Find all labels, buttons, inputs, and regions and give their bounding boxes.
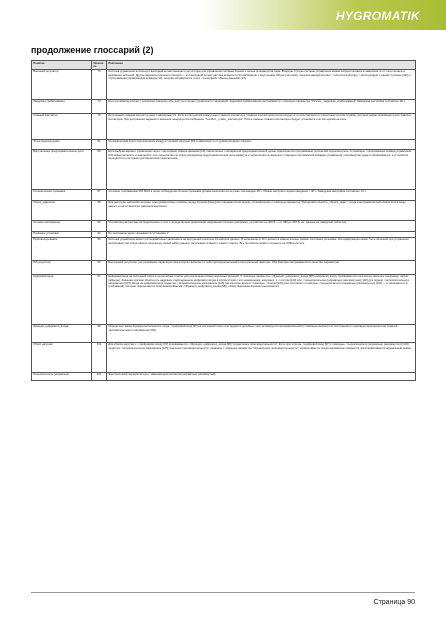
explanation-cell: Система управления может последовательно записывать на внутренний носитель 10 наборов данных. В интервалах в 10 с делается моментальные снимки состояния установки. Эта информация может быть полезной при устранении неисправностей. Когда память заполнена, новый набор данных записывается вместо самого старого. Все протоколы можно сохранить на USB-носитель. (107, 237, 416, 260)
explanation-cell: Внутренний регулятор, регулирование характеристика которого включает в себя пропорциональный и интегральный факторы. Оба фактора настраиваются в качестве параметров. (107, 260, 416, 274)
term-cell: Протоколирование (32, 237, 92, 260)
ref-cell: 97 (92, 274, 107, 324)
term-cell: Гигиеническая промывка (32, 189, 92, 200)
term-cell: Функция_цифрового_входа (32, 324, 92, 342)
ref-cell: 86 (92, 149, 107, 189)
explanation-cell: Определяет, какая функция выполняется, когда ->цифровой вход [97] на системной плате или одной из релейных плат активируется кратковременной (с помощью кнопки) или постоянной (с помощью переключателя) подачей ->вспомогательного напряжения [105]. (107, 324, 416, 342)
ref-cell: 88 (92, 200, 107, 220)
explanation-cell: Если релейному контакту присвоено значение «8», доступен сигнал управления с задержкой. Задержка срабатывания настраивается с помощью параметра "Уаплен._задержка_срабатывания" Заводская настройка составляет 60 с. (107, 99, 416, 113)
table-row (32, 139, 416, 149)
term-cell: Переключатель (нормально (32, 372, 92, 380)
term-cell: Внешний регулятор (32, 69, 92, 99)
term-cell: Задержка срабатывания (32, 99, 92, 113)
header-term: Понятие (32, 61, 92, 70)
term-cell: Цифровой вход (32, 274, 92, 324)
ref-cell: 89 (92, 220, 107, 231)
hygromatik-logo: HYGROMATIK (335, 9, 420, 23)
table-row (32, 220, 416, 231)
ref-cell: 96 (92, 260, 107, 274)
ref-cell: 101 (92, 342, 107, 372)
explanation-cell: Устройства рассчитаны на подключение к сети с определённым диапазоном напряжения питания (например, устройство на 400 В — от 380 до 415 В, см. данные на заводской табличке). (107, 220, 416, 231)
table-row (32, 372, 416, 380)
explanation-cell: Если выбран вариант управления через ->интерфейс обмена данными [13], параллельно с аппаратной предохранительной цепью подключается программный логический переключатель. С помощью ->программных команд управления [12] можно включить и выключить этот переключатель. Когда аппаратная предохранительная цепь замкнута и переключатель включён с помощью программной команды управления, производство пара остановливается, в устройство передаются и состояние дистанционного выключения. (107, 149, 416, 189)
glossary-header-row (32, 61, 416, 70)
term-cell: Сброс_давления (32, 200, 92, 220)
table-row (32, 260, 416, 274)
term-cell: Сетевое напряжение (32, 220, 92, 231)
brand-header-bar (0, 0, 446, 30)
term-cell: Виртуальные предохранительные цепи (32, 149, 92, 189)
table-row (32, 200, 416, 220)
ref-cell: 102 (92, 372, 107, 380)
ref-cell: 90 (92, 231, 107, 237)
table-row (32, 324, 416, 342)
table-row (32, 274, 416, 324)
ref-cell: 75 (92, 113, 107, 139)
table-row (32, 189, 416, 200)
term-cell: ПИ-регулятор (32, 260, 92, 274)
term-cell: Точка переключения (32, 139, 92, 149)
table-row (32, 149, 416, 189)
page-title: продолжение глоссарий (2) (31, 45, 154, 55)
term-cell: Название установки (32, 231, 92, 237)
glossary-table (31, 60, 416, 381)
header-explanation: Пояснение (107, 61, 416, 70)
table-row (32, 69, 416, 99)
table-row (32, 342, 416, 372)
table-row (32, 237, 416, 260)
ref-cell: 73 (92, 69, 107, 99)
ref-cell: 81 (92, 139, 107, 149)
ref-cell: 93 (92, 237, 107, 260)
explanation-cell: По умолчанию здесь указывается "установка 1". (107, 231, 416, 237)
page-number: Страница 90 (373, 599, 415, 606)
ref-cell: 74 (92, 99, 107, 113)
explanation-cell: Цифровой вход на системной плате и на релейных платах для реализации коммутационных функций. С помощью параметра ->Функция_цифрового_входа [98] цифровому входу присваивается логическое значение (например, запуск таймера). Значение должно обеспечить надёжное подсоединение цифрового входа в соответствии с его назначением; например, с ->хостом [100] или ->переключателем (нормально разомкнутым) [102] для подачи ->вспомогательного напряжения [105]. Когда на цифровой вход подаётся ->вспомогательное напряжение [105] (на короткое время с помощью ->кнопки [106] или постоянно с помощью ->переключателя (нормально разомкнутого) [102] — в зависимости от требований), которые определяются программированием ->Функции_цифрового_входа [98]), коммутационная функция выполняется. (107, 274, 416, 324)
term-cell: Главный контактор (32, 113, 92, 139)
explanation-cell: Электрический переключатель с замыкающим контактом (нормально разомкнутый) (107, 372, 416, 380)
header-ref: Указатель (92, 61, 107, 70)
table-row (32, 113, 416, 139)
footer-divider (31, 592, 415, 593)
ref-cell: 87 (92, 189, 107, 200)
term-cell: Сброс нагрузки (32, 342, 92, 372)
ref-cell: 98 (92, 324, 107, 342)
explanation-cell: Для разгрузки насосной системы, электромагнитные клапаны перед впуском фиксуром открываются во время, установленное с помощью параметра "Продолжительность_сброса_давл.", когда электромагнитный клапан вхола воды закрыт, а насос высокого давления выключен. (107, 200, 416, 220)
explanation-cell: Встроенный главный контактор имеет маркировку К1. Количество циклов коммутации главного контактора (главных контакторов) контролируется и сопоставляется с расчётным сроком службы, который указан производителем главного контактора. При достижении заданного значения генерируется сообщение "Техобсл._главн._контактора". После замены главного контактора следует установить счётчик циклов на ноль. (107, 113, 416, 139)
explanation-cell: Для сброса нагрузки с ->цифровому входу [97] присваивается ->Функция_цифрового_входа [98] "ограничение производительности". Если при этом на ->цифровой вход [97] с помощью ->переключателя (нормально разомкнутого) [102] подаётся ->вспомогательное напряжение [105], значение производительности, заданное с помощью параметра "Ограничение производительности", ограничивается. Когда напряжение снимается, восстанавливается нормальный режим. (107, 342, 416, 372)
explanation-cell: Согласно требованиям VDI 6022 в целях соблюдения гигиены промывка должна выполняться не реже чем каждые 48 ч. Можно настроить время ожидания < 48 ч. Заводская настройка составляет 24 ч. (107, 189, 416, 200)
explanation-cell: Установленный порог переключения между ступенями нагрузки [64] в зависимости от уровня входного сигнала. (107, 139, 416, 149)
table-row (32, 99, 416, 113)
explanation-cell: Система управления использует выходной сигнал внешнего регулятора для управления силовым блоком и целью производства пара. Входную ступень системы управления можно скорректировать в зависимости от типа сигнала и диапазона значений. Другие варианты внешнего сигнала — это выходной сигнал датчика влажности (в комбинации с внутренним ПИ-регулятором), переключающий контакт ->гигростата [6] (при ->эксплуатации с одной ступенью [42]) и ->программная управляющая команда [12], которая направляется через ->интерфейс обмена данными [13]. (107, 69, 416, 99)
